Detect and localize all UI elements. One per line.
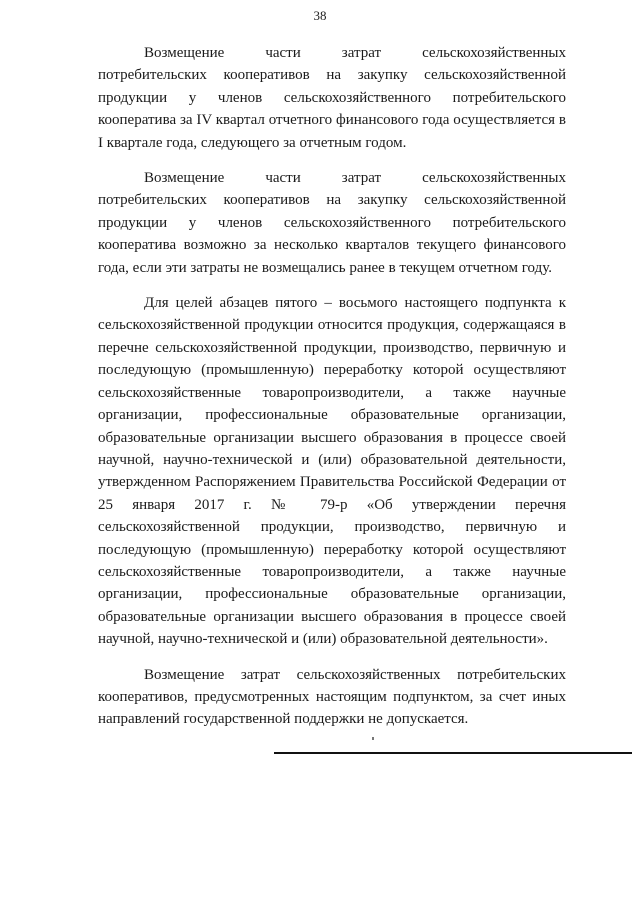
paragraph-no-double-support: Возмещение затрат сельскохозяйственных потребительских кооперативов, предусмотренных настоящим подпунктом, за счет иных направлений государственной поддержки не допускается. bbox=[98, 666, 566, 728]
end-rule-line bbox=[274, 752, 632, 754]
document-body bbox=[98, 42, 566, 731]
paragraph-reimbursement-quarters: Возмещение части затрат сельскохозяйственных потребительских кооперативов на закупку сельскохозяйственной продукции у членов сельскохозяйственного потребительского кооператива возможно за несколько кварталов текущего финансового года, если эти затраты не возмещались ранее в текущем отчетном году. bbox=[98, 170, 566, 276]
page-number: 38 bbox=[313, 8, 327, 23]
paragraph-reimbursement-q4: Возмещение части затрат сельскохозяйственных потребительских кооперативов на закупку сельскохозяйственной продукции у членов сельскохозяйственного потребительского кооператива за IV квартал отчетного финансового года осуществляется в I квартале года, следующего за отчетным годом. bbox=[98, 45, 566, 151]
scan-speck bbox=[372, 737, 374, 740]
paragraph-product-definition: Для целей абзацев пятого – восьмого настоящего подпункта к сельскохозяйственной продукции относится продукция, содержащаяся в перечне сельскохозяйственной продукции, производство, первичную и последующую (промышленную) переработку которой осуществляют сельскохозяйственные товаропроизводители, а также научные организации, профессиональные образовательные организации, образовательные организации высшего образования в процессе своей научной, научно-технической и (или) образовательной деятельности, утвержденном Распоряжением Правительства Российской Федерации от 25 января 2017 г. № 79-р «Об утверждении перечня сельскохозяйственной продукции, производство, первичную и последующую (промышленную) переработку которой осуществляют сельскохозяйственные товаропроизводители, а также научные организации, профессиональные образовательные организации, образовательные организации высшего образования в процессе своей научной, научно-технической и (или) образовательной деятельности». bbox=[98, 295, 566, 648]
